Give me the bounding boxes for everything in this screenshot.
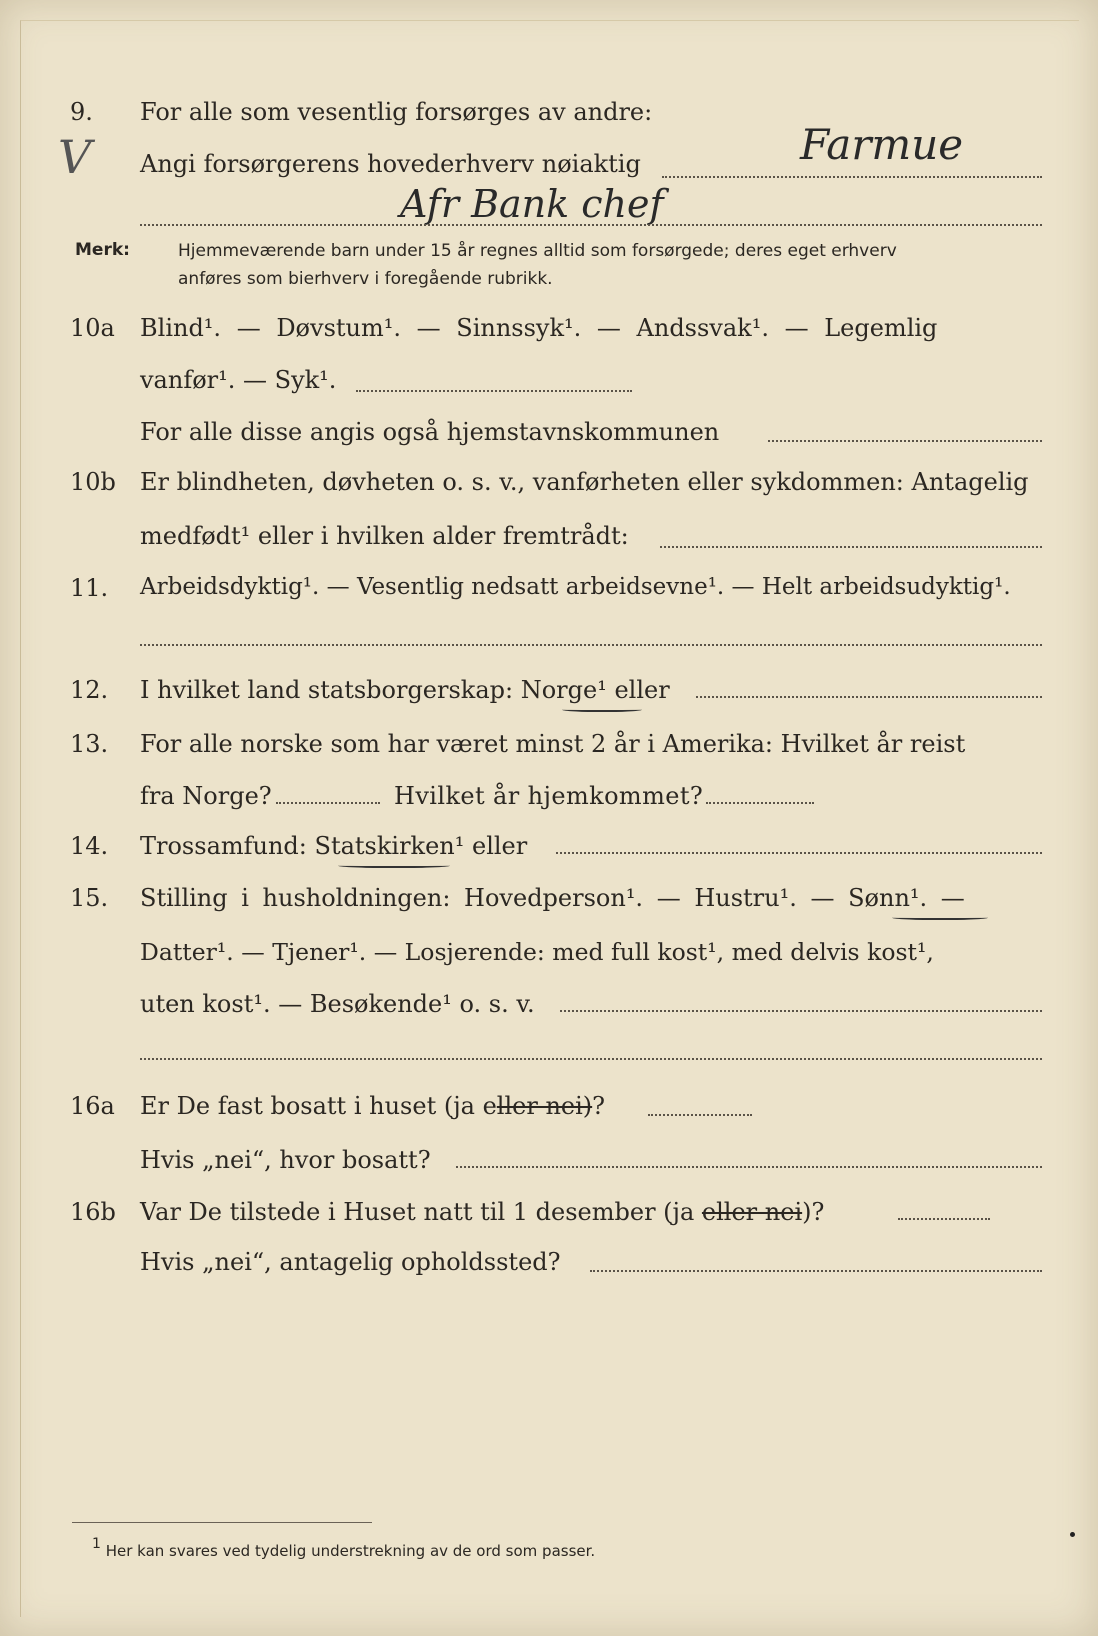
question-13-line2b: Hvilket år hjemkommet?	[394, 782, 704, 810]
question-16b-line2: Hvis „nei“, antagelig opholdssted?	[140, 1248, 561, 1276]
margin-handwritten-mark: V	[58, 130, 92, 184]
handwritten-answer-farmue: Farmue	[800, 120, 964, 169]
question-number-15: 15.	[70, 884, 109, 912]
question-number-9: 9.	[70, 98, 93, 126]
question-16a-text: Er De fast bosatt i huset (ja e	[140, 1092, 497, 1120]
note-label: Merk:	[75, 240, 130, 260]
answer-line	[140, 224, 1042, 226]
paper-speck	[1070, 1532, 1075, 1537]
answer-line	[898, 1218, 990, 1220]
question-10b-line1: Er blindheten, døvheten o. s. v., vanførheten eller sykdommen: Antagelig	[140, 468, 1029, 496]
answer-line	[706, 802, 814, 804]
note-line2: anføres som bierhverv i foregående rubrikk.	[178, 269, 553, 289]
answer-line	[356, 390, 632, 392]
footnote-mark: 1	[92, 1536, 101, 1552]
handwritten-underline-statskirken	[338, 862, 450, 868]
handwritten-answer-bank-chef: Afr Bank chef	[400, 182, 664, 226]
question-number-10a: 10a	[70, 314, 115, 342]
question-13-line2a: fra Norge?	[140, 782, 272, 810]
struck-out-text: ller nei)	[496, 1092, 593, 1120]
question-number-16b: 16b	[70, 1198, 116, 1226]
question-12-line1: I hvilket land statsborgerskap: Norge¹ eller	[140, 676, 670, 704]
question-14-line1: Trossamfund: Statskirken¹ eller	[140, 832, 528, 860]
answer-line	[662, 176, 1042, 178]
question-10a-line3: For alle disse angis også hjemstavnskommunen	[140, 418, 720, 446]
question-9-line1: For alle som vesentlig forsørges av andre:	[140, 98, 653, 126]
question-10a-line2: vanfør¹. — Syk¹.	[140, 366, 337, 394]
question-16b-end: )?	[802, 1198, 825, 1226]
answer-line	[660, 546, 1042, 548]
answer-line	[276, 802, 380, 804]
answer-line	[456, 1166, 1042, 1168]
question-number-12: 12.	[70, 676, 109, 704]
question-11-line1: Arbeidsdyktig¹. — Vesentlig nedsatt arbeidsevne¹. — Helt arbeidsudyktig¹.	[140, 574, 1011, 600]
answer-line	[140, 1058, 1042, 1060]
note-line1: Hjemmeværende barn under 15 år regnes alltid som forsørgede; deres eget erhverv	[178, 241, 897, 261]
question-number-14: 14.	[70, 832, 109, 860]
question-16a-line2: Hvis „nei“, hvor bosatt?	[140, 1146, 431, 1174]
question-number-16a: 16a	[70, 1092, 115, 1120]
handwritten-underline-sonn	[892, 914, 988, 920]
question-10b-line2: medfødt¹ eller i hvilken alder fremtrådt:	[140, 522, 629, 550]
answer-line	[140, 644, 1042, 646]
question-number-10b: 10b	[70, 468, 116, 496]
question-16a-end: ?	[592, 1092, 606, 1120]
handwritten-underline-norge	[562, 706, 642, 712]
question-13-line1: For alle norske som har været minst 2 år i Amerika: Hvilket år reist	[140, 730, 966, 758]
struck-out-text: eller nei	[701, 1198, 803, 1226]
question-number-11: 11.	[70, 574, 109, 602]
question-15-line2: Datter¹. — Tjener¹. — Losjerende: med full kost¹, med delvis kost¹,	[140, 938, 934, 966]
question-16a-line1	[140, 1092, 605, 1120]
answer-line	[648, 1114, 752, 1116]
question-16b-line1	[140, 1198, 824, 1226]
question-9-line2: Angi forsørgerens hovederhverv nøiaktig	[140, 150, 641, 178]
question-number-13: 13.	[70, 730, 109, 758]
answer-line	[696, 696, 1042, 698]
question-10a-line1: Blind¹. — Døvstum¹. — Sinnssyk¹. — Andssvak¹. — Legemlig	[140, 314, 938, 342]
question-15-line3: uten kost¹. — Besøkende¹ o. s. v.	[140, 990, 535, 1018]
question-15-line1: Stilling i husholdningen: Hovedperson¹. — Hustru¹. — Sønn¹. —	[140, 884, 965, 912]
answer-line	[590, 1270, 1042, 1272]
answer-line	[556, 852, 1042, 854]
footnote-rule	[72, 1522, 372, 1523]
question-16b-text: Var De tilstede i Huset natt til 1 desember (ja	[140, 1198, 702, 1226]
footnote	[92, 1536, 595, 1560]
answer-line	[768, 440, 1042, 442]
answer-line	[560, 1010, 1042, 1012]
footnote-text: Her kan svares ved tydelig understrekning av de ord som passer.	[105, 1542, 596, 1560]
